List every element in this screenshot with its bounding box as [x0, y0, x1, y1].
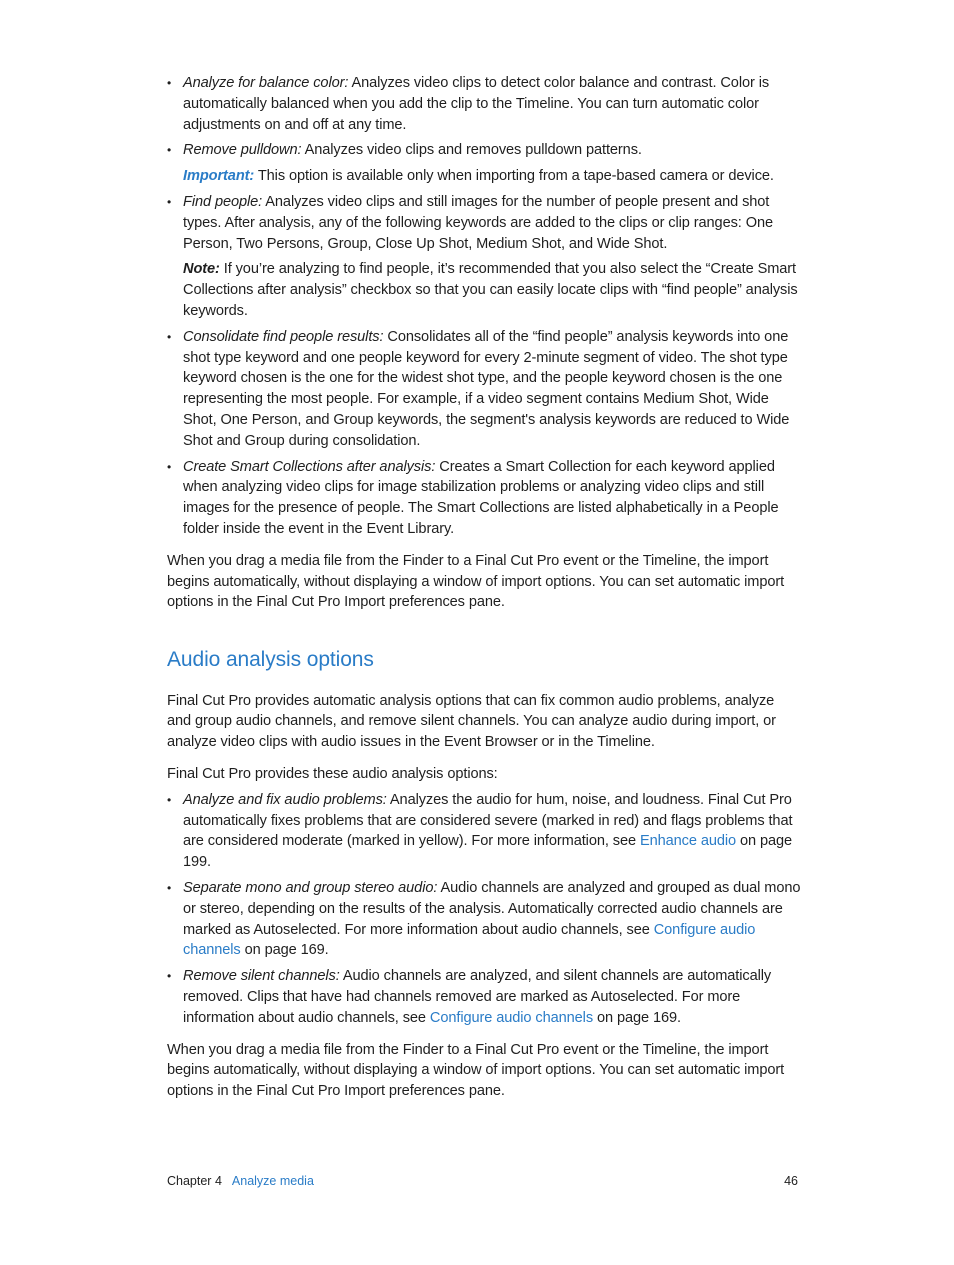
list-item-text — [183, 878, 801, 961]
page-number: 46 — [784, 1174, 798, 1188]
option-name: Separate mono and group stereo audio: — [183, 879, 438, 896]
chapter-title-link[interactable]: Analyze media — [231, 1174, 314, 1188]
bullet-marker: • — [167, 194, 172, 209]
option-description: Creates a Smart Collection for each keyword applied when analyzing video clips for image stabilization problems or analyzing video clips and still images for the presence of people. The Smart Collections are listed alphabetically in a People folder inside the event in the Event Library. — [183, 458, 779, 537]
bullet-marker: • — [167, 459, 172, 474]
important-label: Important: — [183, 168, 255, 185]
important-text: This option is available only when importing from a tape-based camera or device. — [254, 168, 774, 185]
bullet-marker: • — [167, 76, 172, 90]
page-body — [167, 73, 801, 1102]
chapter-label: Chapter 4 — [167, 1174, 222, 1188]
option-name: Find people: — [183, 193, 263, 210]
bullet-marker: • — [167, 329, 172, 344]
option-name: Consolidate find people results: — [183, 328, 384, 345]
configure-audio-channels-link[interactable]: Configure audio channels — [183, 921, 756, 959]
list-item — [167, 327, 801, 452]
audio-intro-paragraph: Final Cut Pro provides automatic analysis options that can fix common audio problems, analyze and group audio channels, and remove silent channels. You can analyze audio during import, or analyze video clips with audio issues in the Event Browser or in the Timeline. — [167, 692, 776, 751]
list-item-text — [183, 457, 801, 540]
option-description: Consolidates all of the “find people” analysis keywords into one shot type keyword and one people keyword for every 2-minute segment of video. The shot type keyword chosen is the one for the widest shot type, and the people keyword chosen is the one representing the most people. For example, if a video segment contains Medium Shot, Wide Shot, One Person, and Group keywords, the segment's analysis keywords are reduced to Wide Shot and Group during consolidation. — [183, 328, 790, 449]
page-reference: on page 169. — [593, 1009, 681, 1026]
option-name: Remove silent channels: — [183, 968, 340, 985]
option-name: Remove pulldown: — [183, 142, 302, 159]
option-description: Audio channels are analyzed and grouped as dual mono or stereo, depending on the results of the analysis. Automatically corrected audio channels are marked as Autoselected. For more information about audio channels, see — [183, 879, 801, 938]
bullet-marker: • — [167, 969, 172, 984]
option-name: Analyze and fix audio problems: — [183, 791, 387, 808]
list-item-text — [183, 73, 801, 135]
section-heading: Audio analysis options — [167, 648, 374, 672]
important-callout — [183, 166, 801, 187]
note-callout — [183, 259, 801, 321]
note-text: If you’re analyzing to find people, it’s recommended that you also select the “Create Smart Collections after analysis” checkbox so that you can easily locate clips with “find people” analysis keywords. — [183, 261, 798, 319]
list-item-text — [183, 790, 801, 873]
option-description: Analyzes video clips and still images for the number of people present and shot types. After analysis, any of the following keywords are added to the clips or clip ranges: One Person, Two Persons, Group, Close Up Shot, Medium Shot, and Wide Shot. — [183, 193, 773, 252]
list-item — [167, 457, 801, 540]
list-item — [167, 73, 801, 135]
configure-audio-channels-link[interactable]: Configure audio channels — [429, 1009, 594, 1026]
option-name: Create Smart Collections after analysis: — [183, 458, 436, 475]
option-description: Analyzes the audio for hum, noise, and loudness. Final Cut Pro automatically fixes problems that are considered severe (marked in red) and flags problems that are considered moderate (marked in yellow). For more information, see — [183, 791, 793, 850]
list-item — [167, 140, 801, 187]
option-description: Audio channels are analyzed, and silent channels are automatically removed. Clips that have had channels removed are marked as Autoselected. For more information about audio channels, see — [183, 968, 772, 1026]
list-item — [167, 790, 801, 873]
list-item-text — [183, 140, 801, 161]
audio-options-intro: Final Cut Pro provides these audio analysis options: — [167, 765, 498, 782]
page-footer — [167, 1172, 798, 1190]
list-item-text — [183, 192, 801, 254]
page-reference: on page 169. — [240, 942, 329, 959]
bullet-marker: • — [167, 143, 172, 158]
enhance-audio-link[interactable]: Enhance audio — [639, 833, 737, 850]
bullet-marker: • — [167, 880, 172, 895]
option-description: Analyzes video clips to detect color balance and contrast. Color is automatically balanced when you add the clip to the Timeline. You can turn automatic color adjustments on and off at any time. — [183, 75, 770, 133]
list-item — [167, 966, 801, 1028]
drag-import-paragraph: When you drag a media file from the Finder to a Final Cut Pro event or the Timeline, the import begins automatically, without displaying a window of import options. You can set automatic import options in the Final Cut Pro Import preferences pane. — [167, 552, 785, 611]
list-item-text — [183, 327, 801, 452]
page-reference: on page 199. — [183, 833, 793, 871]
drag-import-paragraph: When you drag a media file from the Finder to a Final Cut Pro event or the Timeline, the import begins automatically, without displaying a window of import options. You can set automatic import options in the Final Cut Pro Import preferences pane. — [167, 1041, 785, 1100]
option-name: Analyze for balance color: — [183, 75, 349, 91]
list-item — [167, 192, 801, 322]
bullet-marker: • — [167, 792, 172, 807]
list-item-text — [183, 966, 801, 1028]
note-label: Note: — [183, 261, 220, 278]
option-description: Analyzes video clips and removes pulldown patterns. — [301, 142, 642, 159]
list-item — [167, 878, 801, 961]
